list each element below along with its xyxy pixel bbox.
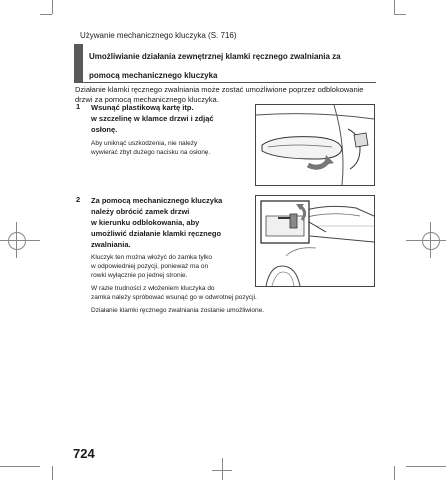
crop-mark (52, 0, 53, 14)
door-handle-cover-removal-illustration (256, 105, 374, 185)
figure-door-lock (255, 195, 375, 287)
step-number: 2 (76, 195, 81, 204)
crop-mark (222, 458, 223, 480)
step-number: 1 (76, 102, 81, 111)
intro-paragraph: Działanie klamki ręcznego zwalniania może zostać umożliwione poprzez odblokowanie drzwi za pomocą mechanicznego kluczyka. (75, 85, 364, 104)
crop-mark (394, 0, 395, 14)
crop-mark (52, 466, 53, 480)
registration-ring (8, 232, 26, 250)
step-note: Aby uniknąć uszkodzenia, nie należy wywierać zbyt dużego nacisku na osłonę. (91, 140, 211, 156)
crop-mark (394, 14, 406, 15)
key-in-door-lock-illustration (256, 196, 374, 286)
crop-mark (0, 466, 40, 467)
section-title (74, 44, 376, 83)
crop-mark (40, 14, 52, 15)
page-header: Używanie mechanicznego kluczyka (S. 716) (80, 31, 237, 40)
figure-door-handle (255, 104, 375, 186)
step-note: Działanie klamki ręcznego zwalniania zostanie umożliwione. (91, 307, 265, 314)
section-title-line2: pomocą mechanicznego kluczyka (89, 71, 218, 80)
step-heading: Wsunąć plastikową kartę itp. w szczelinę w klamce drzwi i zdjąć osłonę. (91, 103, 214, 134)
step-note: W razie trudności z włożeniem kluczyka do zamka należy spróbować wsunąć go w odwrotnej pozycji. (91, 285, 257, 301)
crop-mark (212, 470, 232, 471)
page-number: 724 (73, 446, 95, 461)
registration-ring (422, 232, 440, 250)
crop-mark (394, 466, 395, 480)
section-title-line1: Umożliwianie działania zewnętrznej klamki ręcznego zwalniania za (89, 52, 341, 61)
step-heading: Za pomocą mechanicznego kluczyka należy obrócić zamek drzwi w kierunku odblokowania, aby umożliwić działanie klamki ręcznego zwalniania. (91, 196, 223, 249)
crop-mark (406, 466, 446, 467)
section-title-bar (74, 44, 83, 82)
step-note: Kluczyk ten można włożyć do zamka tylko w odpowiedniej pozycji, ponieważ ma on rowki wyłącznie po jednej stronie. (91, 254, 213, 279)
